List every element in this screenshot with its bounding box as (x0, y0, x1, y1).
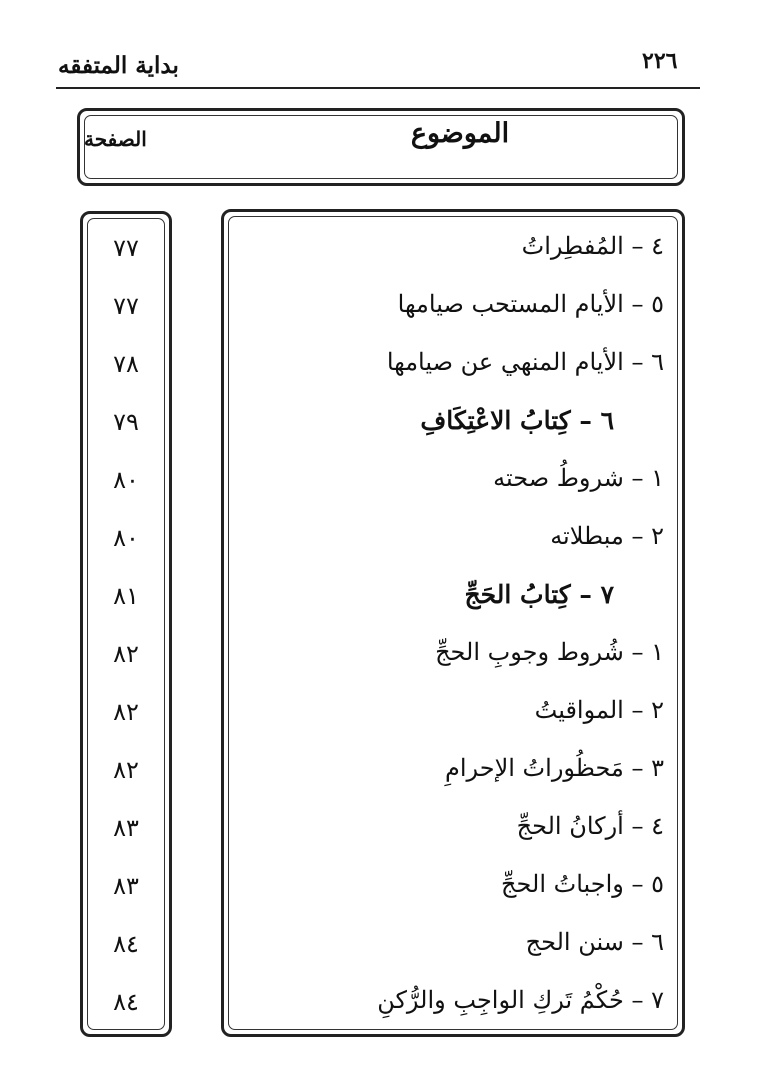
toc-entry-topic: ٦ – سنن الحج (525, 928, 664, 956)
toc-entry-page: ٨٢ (113, 698, 139, 726)
toc-entry-page: ٨٤ (113, 930, 139, 958)
running-title: بداية المتفقه (58, 52, 179, 79)
toc-entry-page: ٨٢ (113, 640, 139, 668)
toc-entry-topic: ٢ – المواقيتُ (534, 696, 664, 724)
topics-column-box (221, 209, 685, 1037)
toc-entry-topic: ٤ – المُفطِراتُ (521, 232, 664, 260)
toc-entry-topic: ٦ – الأيام المنهي عن صيامها (386, 348, 664, 376)
toc-chapter-title: ٦ – كِتابُ الاعْتِكَافِ (420, 406, 614, 435)
toc-entry-topic: ٢ – مبطلاته (550, 522, 664, 550)
toc-entry-page: ٧٩ (113, 408, 139, 436)
toc-entry-topic: ٥ – الأيام المستحب صيامها (397, 290, 664, 318)
toc-entry-page: ٨١ (113, 582, 139, 610)
toc-entry-page: ٨٣ (113, 872, 139, 900)
toc-entry-topic: ٣ – مَحظُوراتُ الإحرامِ (444, 754, 664, 782)
toc-entry-page: ٧٧ (113, 234, 139, 262)
toc-entry-page: ٧٨ (113, 350, 139, 378)
toc-entry-page: ٨٠ (113, 524, 139, 552)
page-number: ٢٢٦ (642, 48, 678, 74)
page-column-header: الصفحة (84, 127, 147, 151)
topic-column-header: الموضوع (410, 118, 510, 149)
toc-entry-page: ٨٠ (113, 466, 139, 494)
pages-column-box (80, 211, 172, 1037)
toc-entry-page: ٨٣ (113, 814, 139, 842)
toc-entry-topic: ١ – شُروط وجوبِ الحجِّ (435, 638, 664, 666)
toc-chapter-title: ٧ – كِتابُ الحَجِّ (464, 580, 614, 609)
toc-entry-topic: ١ – شروطُ صحته (493, 464, 664, 492)
header-rule (56, 87, 700, 89)
toc-entry-page: ٨٤ (113, 988, 139, 1016)
toc-entry-topic: ٧ – حُكْمُ تَركِ الواجِبِ والرُّكنِ (377, 986, 664, 1014)
toc-entry-page: ٨٢ (113, 756, 139, 784)
toc-entry-topic: ٤ – أركانُ الحجِّ (516, 812, 664, 840)
toc-entry-topic: ٥ – واجباتُ الحجِّ (501, 870, 664, 898)
toc-entry-page: ٧٧ (113, 292, 139, 320)
